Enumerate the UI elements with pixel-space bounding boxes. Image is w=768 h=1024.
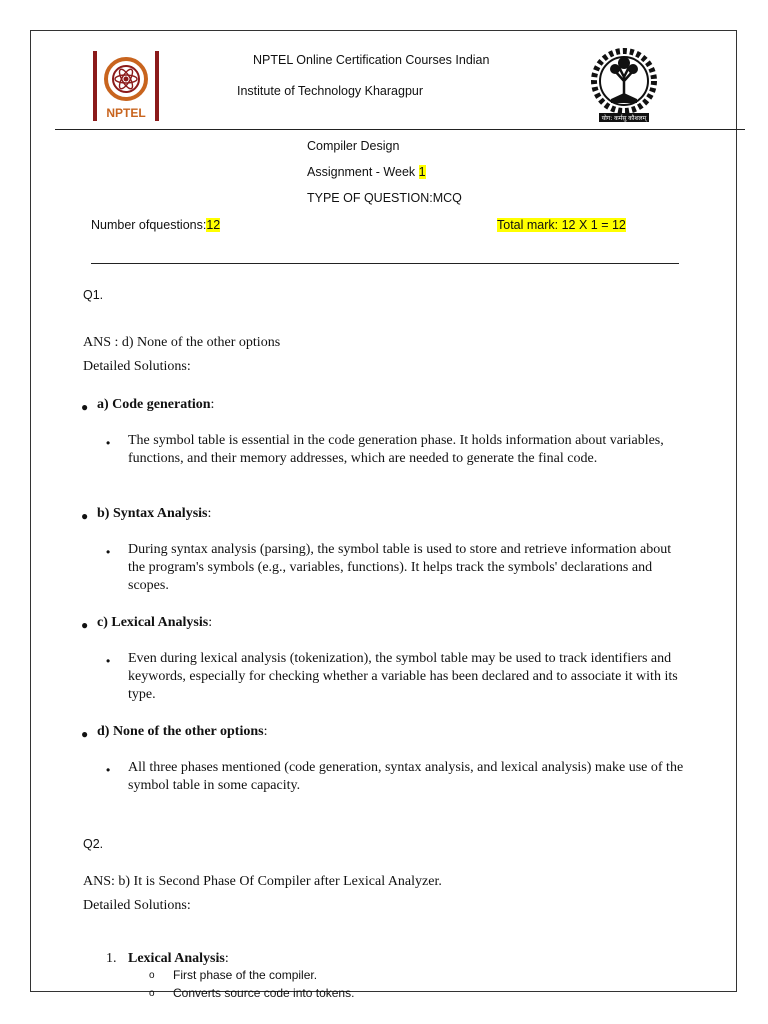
header-divider: [55, 129, 745, 130]
number-of-questions: Number ofquestions:12: [91, 218, 221, 232]
section-divider: [91, 263, 679, 264]
q2-subitem: First phase of the compiler.: [173, 968, 318, 982]
q2-answer: ANS: b) It is Second Phase Of Compiler after Lexical Analyzer.: [83, 874, 442, 889]
bullet-icon: ●: [81, 509, 89, 523]
iit-kharagpur-logo: [589, 45, 659, 125]
page: [30, 30, 737, 1000]
bullet-icon: ●: [81, 400, 89, 414]
option-c-heading: c) Lexical Analysis:: [97, 615, 213, 630]
q2-subitem: Converts source code into tokens.: [173, 986, 355, 1000]
option-d-text: All three phases mentioned (code generation, syntax analysis, and lexical analysis) make use of the symbol table in some capacity.: [128, 760, 684, 793]
header-line2: Institute of Technology Kharagpur: [237, 84, 424, 98]
total-mark: Total mark: 12 X 1 = 12: [497, 218, 626, 232]
iit-logo-caption: योग: कर्मसु कौशलम्: [601, 115, 647, 122]
option-a-heading: a) Code generation:: [97, 397, 215, 412]
course-title: Compiler Design: [307, 139, 400, 153]
question-type: TYPE OF QUESTION:MCQ: [307, 191, 462, 205]
bullet-icon: ●: [81, 618, 89, 632]
bullet-icon: •: [106, 545, 111, 559]
q2-label: Q2.: [83, 837, 104, 851]
option-d-heading: d) None of the other options:: [97, 724, 268, 739]
nptel-logo-text: NPTEL: [106, 106, 146, 120]
option-b-text: During syntax analysis (parsing), the symbol table is used to store and retrieve information about the program's symbols (e.g., variables, functions). It helps track the symbols' declarations and scopes.: [128, 542, 672, 593]
bullet-icon: •: [106, 654, 111, 668]
option-a-text: The symbol table is essential in the code generation phase. It holds information about variables, functions, and their memory addresses, which are needed to generate the final code.: [128, 433, 664, 466]
q2-item-heading: Lexical Analysis:: [128, 951, 229, 966]
q1-label: Q1.: [83, 288, 104, 302]
q1-solutions-heading: Detailed Solutions:: [83, 359, 191, 374]
q2-item-number: 1.: [106, 951, 117, 966]
circle-bullet-icon: o: [149, 970, 155, 981]
q1-answer: ANS : d) None of the other options: [83, 335, 281, 350]
option-c-text: Even during lexical analysis (tokenization), the symbol table may be used to track identifiers and keywords, especially for checking whether a variable has been declared and to associate it with its type.: [128, 651, 678, 702]
bullet-icon: •: [106, 436, 111, 450]
header-line1: NPTEL Online Certification Courses Indian: [253, 53, 490, 67]
q2-solutions-heading: Detailed Solutions:: [83, 898, 191, 913]
assignment-week: Assignment - Week 1: [307, 165, 426, 179]
bullet-icon: ●: [81, 727, 89, 741]
circle-bullet-icon: o: [149, 988, 155, 999]
option-b-heading: b) Syntax Analysis:: [97, 506, 212, 521]
bullet-icon: •: [106, 763, 111, 777]
nptel-logo: [93, 51, 159, 123]
